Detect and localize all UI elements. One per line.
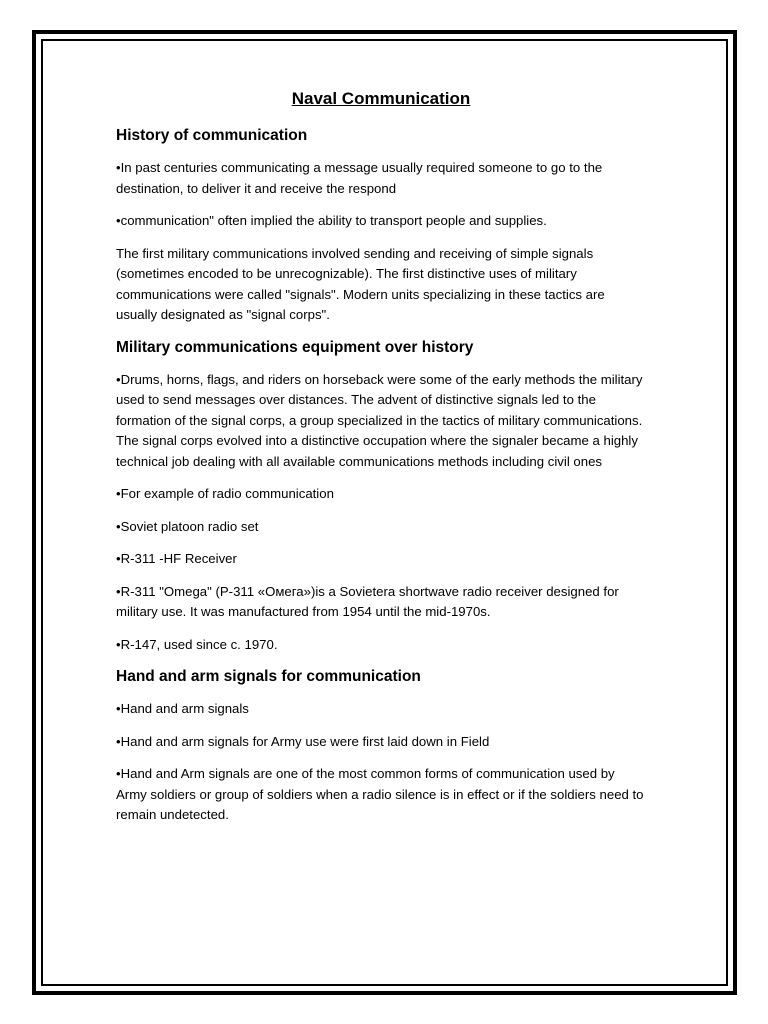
paragraph: •Hand and arm signals for Army use were first laid down in Field: [116, 733, 490, 749]
paragraph: •R-311 -HF Receiver: [116, 551, 237, 566]
paragraph: •Soviet platoon radio set: [116, 518, 259, 534]
paragraph: •For example of radio communication: [116, 486, 334, 501]
document-body: [116, 88, 646, 838]
section-equipment: [116, 338, 646, 656]
section-heading: Military communications equipment over history: [116, 338, 474, 356]
section-hand-arm-signals: [116, 667, 646, 826]
paragraph: •Drums, horns, flags, and riders on horseback were some of the early methods the military used to send messages over distances. The advent of distinctive signals led to the formation of the signal corps, a group specialized in the tactics of military communications. The signal corps evolved into a distinctive occupation where the signaler became a highly technical job dealing with all available communications methods including civil ones: [116, 371, 643, 469]
paragraph: •communication" often implied the ability to transport people and supplies.: [116, 213, 547, 228]
paragraph: •Hand and Arm signals are one of the most common forms of communication used by Army soldiers or group of soldiers when a radio silence is in effect or if the soldiers need to remain undetected.: [116, 766, 644, 822]
paragraph: •R-311 "Omega" (Р-311 «Омега»)is a Sovietera shortwave radio receiver designed for military use. It was manufactured from 1954 until the mid-1970s.: [116, 583, 619, 619]
paragraph: •In past centuries communicating a message usually required someone to go to the destination, to deliver it and receive the respond: [116, 160, 603, 196]
paragraph: •Hand and arm signals: [116, 701, 249, 716]
paragraph: The first military communications involved sending and receiving of simple signals (sometimes encoded to be unrecognizable). The first distinctive uses of military communications were called "signals". Modern units specializing in these tactics are usually designated as "signal corps".: [116, 245, 605, 322]
document-title: Naval Communication: [291, 89, 471, 108]
section-heading: History of communication: [116, 127, 308, 144]
section-history: [116, 126, 646, 326]
section-heading: Hand and arm signals for communication: [116, 668, 421, 685]
paragraph: •R-147, used since c. 1970.: [116, 636, 278, 652]
